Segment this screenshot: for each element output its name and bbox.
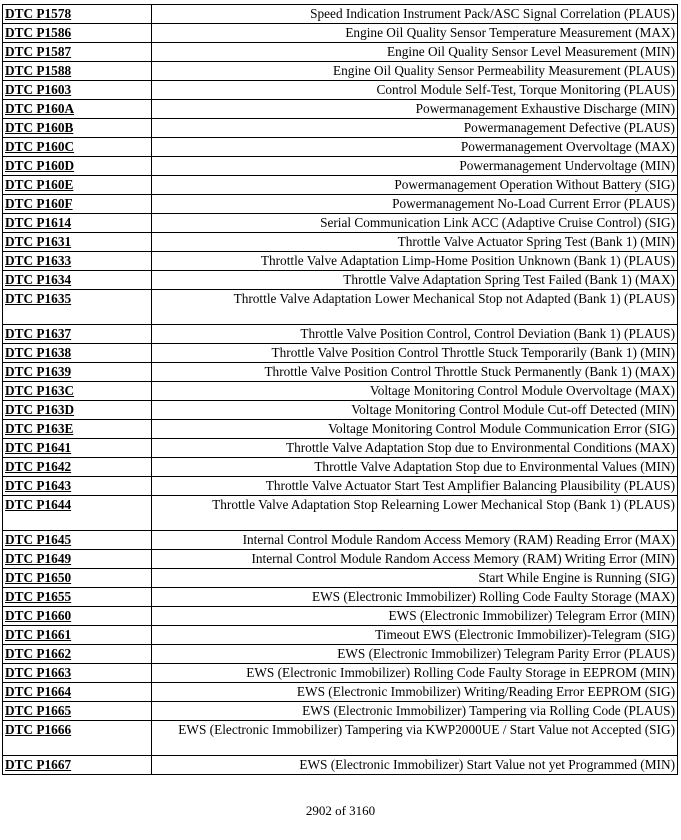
dtc-description: EWS (Electronic Immobilizer) Tampering via KWP2000UE / Start Value not Accepted (SIG) [152,721,678,756]
page-number: 2902 of 3160 [305,803,376,818]
dtc-description: Powermanagement Overvoltage (MAX) [152,138,678,157]
table-row [3,645,678,664]
dtc-description: Serial Communication Link ACC (Adaptive Cruise Control) (SIG) [152,214,678,233]
dtc-code-link[interactable]: DTC P1634 [5,272,72,287]
dtc-code-link[interactable]: DTC P1603 [5,82,72,97]
table-row [3,24,678,43]
table-row [3,344,678,363]
dtc-description: Engine Oil Quality Sensor Temperature Measurement (MAX) [152,24,678,43]
table-row [3,100,678,119]
dtc-code-link[interactable]: DTC P160B [5,120,74,135]
dtc-description: Control Module Self-Test, Torque Monitoring (PLAUS) [152,81,678,100]
table-row [3,157,678,176]
dtc-description: Powermanagement Defective (PLAUS) [152,119,678,138]
dtc-description: Timeout EWS (Electronic Immobilizer)-Telegram (SIG) [152,626,678,645]
dtc-description: Voltage Monitoring Control Module Cut-off Detected (MIN) [152,401,678,420]
dtc-code-link[interactable]: DTC P1665 [5,703,72,718]
table-row [3,62,678,81]
table-row [3,271,678,290]
table-row [3,683,678,702]
dtc-code-link[interactable]: DTC P1655 [5,589,72,604]
dtc-code-link[interactable]: DTC P1586 [5,25,72,40]
dtc-code-link[interactable]: DTC P160F [5,196,73,211]
table-row [3,588,678,607]
dtc-description: Throttle Valve Actuator Start Test Amplifier Balancing Plausibility (PLAUS) [152,477,678,496]
dtc-description: Voltage Monitoring Control Module Overvoltage (MAX) [152,382,678,401]
dtc-code-link[interactable]: DTC P1638 [5,345,72,360]
dtc-code-link[interactable]: DTC P1661 [5,627,72,642]
table-row [3,607,678,626]
table-row [3,233,678,252]
table-row [3,721,678,756]
dtc-code-link[interactable]: DTC P163C [5,383,75,398]
dtc-code-link[interactable]: DTC P1587 [5,44,72,59]
dtc-description: Powermanagement Undervoltage (MIN) [152,157,678,176]
dtc-code-link[interactable]: DTC P1662 [5,646,72,661]
dtc-code-link[interactable]: DTC P160E [5,177,74,192]
dtc-description: EWS (Electronic Immobilizer) Telegram Error (MIN) [152,607,678,626]
dtc-code-link[interactable]: DTC P1635 [5,291,72,306]
table-row [3,702,678,721]
table-row [3,325,678,344]
dtc-code-link[interactable]: DTC P1650 [5,570,72,585]
dtc-code-link[interactable]: DTC P1649 [5,551,72,566]
dtc-description: EWS (Electronic Immobilizer) Start Value not yet Programmed (MIN) [152,756,678,775]
dtc-description: EWS (Electronic Immobilizer) Tampering via Rolling Code (PLAUS) [152,702,678,721]
dtc-code-link[interactable]: DTC P1667 [5,757,72,772]
dtc-code-link[interactable]: DTC P1644 [5,497,72,512]
dtc-code-link[interactable]: DTC P1637 [5,326,72,341]
dtc-description: Internal Control Module Random Access Memory (RAM) Reading Error (MAX) [152,531,678,550]
table-row [3,195,678,214]
dtc-description: Engine Oil Quality Sensor Permeability Measurement (PLAUS) [152,62,678,81]
dtc-description: Throttle Valve Adaptation Stop due to Environmental Conditions (MAX) [152,439,678,458]
dtc-description: Speed Indication Instrument Pack/ASC Signal Correlation (PLAUS) [152,5,678,24]
table-row [3,439,678,458]
dtc-code-link[interactable]: DTC P1631 [5,234,72,249]
dtc-code-link[interactable]: DTC P1633 [5,253,72,268]
dtc-code-link[interactable]: DTC P1642 [5,459,72,474]
dtc-description: Internal Control Module Random Access Memory (RAM) Writing Error (MIN) [152,550,678,569]
table-row [3,214,678,233]
dtc-description: Throttle Valve Adaptation Spring Test Failed (Bank 1) (MAX) [152,271,678,290]
dtc-code-link[interactable]: DTC P163E [5,421,74,436]
table-row [3,664,678,683]
dtc-code-link[interactable]: DTC P1588 [5,63,72,78]
table-row [3,81,678,100]
table-row [3,5,678,24]
dtc-description: EWS (Electronic Immobilizer) Writing/Reading Error EEPROM (SIG) [152,683,678,702]
dtc-code-link[interactable]: DTC P1641 [5,440,72,455]
table-row [3,626,678,645]
dtc-description: Throttle Valve Adaptation Limp-Home Position Unknown (Bank 1) (PLAUS) [152,252,678,271]
table-row [3,43,678,62]
table-row [3,477,678,496]
dtc-description: Throttle Valve Actuator Spring Test (Bank 1) (MIN) [152,233,678,252]
table-row [3,290,678,325]
dtc-code-link[interactable]: DTC P1643 [5,478,72,493]
dtc-description: Throttle Valve Position Control Throttle Stuck Permanently (Bank 1) (MAX) [152,363,678,382]
table-row [3,363,678,382]
dtc-description: Throttle Valve Adaptation Stop Relearning Lower Mechanical Stop (Bank 1) (PLAUS) [152,496,678,531]
table-row [3,531,678,550]
table-row [3,569,678,588]
dtc-description: Start While Engine is Running (SIG) [152,569,678,588]
dtc-code-link[interactable]: DTC P163D [5,402,75,417]
table-row [3,756,678,775]
dtc-code-link[interactable]: DTC P1645 [5,532,72,547]
dtc-code-link[interactable]: DTC P1660 [5,608,72,623]
table-row [3,138,678,157]
dtc-description: EWS (Electronic Immobilizer) Rolling Code Faulty Storage (MAX) [152,588,678,607]
dtc-code-link[interactable]: DTC P160A [5,101,75,116]
table-row [3,458,678,477]
dtc-code-link[interactable]: DTC P1666 [5,722,72,737]
table-row [3,401,678,420]
dtc-description: Engine Oil Quality Sensor Level Measurement (MIN) [152,43,678,62]
dtc-code-link[interactable]: DTC P1664 [5,684,72,699]
dtc-table-body [3,5,678,775]
dtc-description: Throttle Valve Position Control Throttle Stuck Temporarily (Bank 1) (MIN) [152,344,678,363]
dtc-code-link[interactable]: DTC P1614 [5,215,72,230]
dtc-description: Powermanagement No-Load Current Error (PLAUS) [152,195,678,214]
dtc-table [2,4,678,775]
dtc-code-link[interactable]: DTC P1578 [5,6,72,21]
dtc-description: Voltage Monitoring Control Module Communication Error (SIG) [152,420,678,439]
dtc-description: Throttle Valve Position Control, Control Deviation (Bank 1) (PLAUS) [152,325,678,344]
dtc-code-link[interactable]: DTC P1639 [5,364,72,379]
table-row [3,252,678,271]
table-row [3,550,678,569]
dtc-description: EWS (Electronic Immobilizer) Rolling Code Faulty Storage in EEPROM (MIN) [152,664,678,683]
table-row [3,119,678,138]
dtc-description: EWS (Electronic Immobilizer) Telegram Parity Error (PLAUS) [152,645,678,664]
dtc-description: Throttle Valve Adaptation Stop due to Environmental Values (MIN) [152,458,678,477]
dtc-code-link[interactable]: DTC P1663 [5,665,72,680]
dtc-description: Throttle Valve Adaptation Lower Mechanical Stop not Adapted (Bank 1) (PLAUS) [152,290,678,325]
dtc-description: Powermanagement Operation Without Battery (SIG) [152,176,678,195]
table-row [3,420,678,439]
dtc-code-link[interactable]: DTC P160D [5,158,75,173]
table-row [3,176,678,195]
dtc-description: Powermanagement Exhaustive Discharge (MIN) [152,100,678,119]
table-row [3,496,678,531]
dtc-code-link[interactable]: DTC P160C [5,139,75,154]
table-row [3,382,678,401]
